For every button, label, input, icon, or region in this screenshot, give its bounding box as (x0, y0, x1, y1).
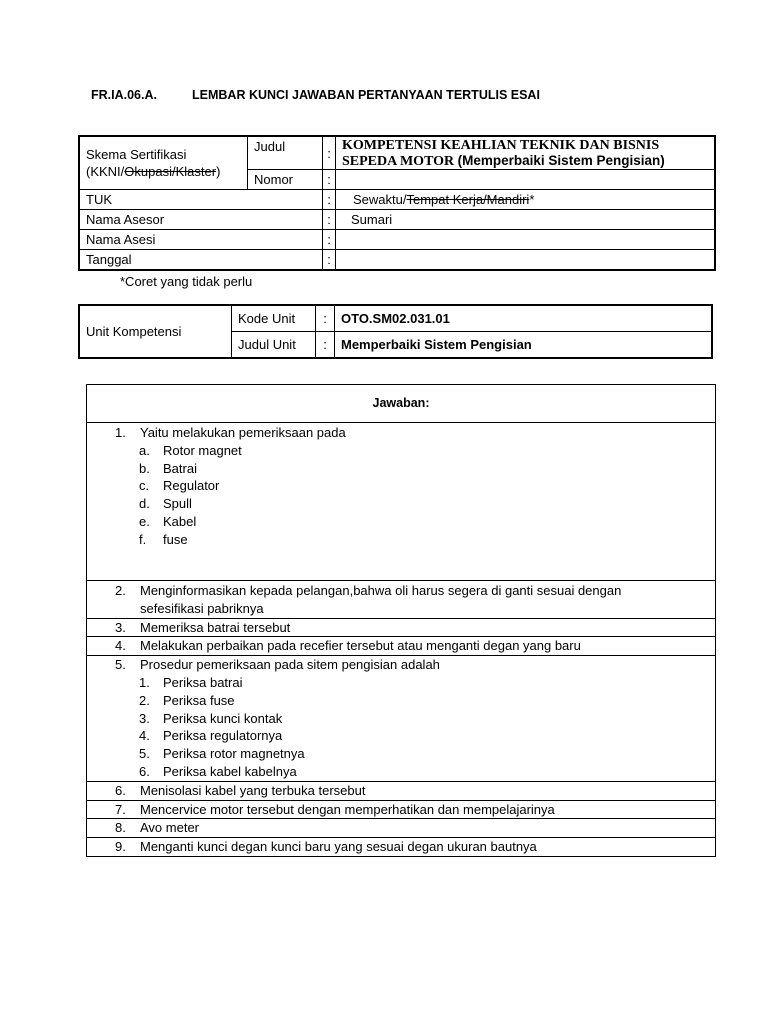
answer-9: 9. Menganti kunci degan kunci baru yang sesuai degan ukuran bautnya (87, 838, 716, 857)
nomor-value (336, 170, 716, 190)
list-item: f. fuse (139, 531, 188, 547)
answer-8: 8. Avo meter (87, 819, 716, 838)
colon: : (323, 250, 336, 271)
kode-label: Kode Unit (232, 305, 316, 332)
colon: : (323, 210, 336, 230)
tuk-label: TUK (79, 190, 323, 210)
list-item: 5. Periksa rotor magnetnya (139, 746, 305, 762)
asesi-label: Nama Asesi (79, 230, 323, 250)
list-item: a. Rotor magnet (139, 442, 242, 458)
answer-6: 6. Menisolasi kabel yang terbuka tersebut (87, 781, 716, 800)
colon: : (323, 190, 336, 210)
nomor-label: Nomor (248, 170, 323, 190)
asesi-value (336, 230, 716, 250)
list-item: 3. Periksa kunci kontak (139, 710, 283, 726)
answer-2 (87, 581, 716, 619)
answer-3: 3. Memeriksa batrai tersebut (87, 618, 716, 637)
judul-unit-value: Memperbaiki Sistem Pengisian (335, 332, 713, 359)
form-title: LEMBAR KUNCI JAWABAN PERTANYAAN TERTULIS ESAI (192, 88, 540, 102)
list-item: c. Regulator (139, 478, 220, 494)
colon: : (323, 170, 336, 190)
skema-struck: Okupasi/Klaster (124, 164, 217, 179)
colon: : (316, 305, 335, 332)
tuk-value: Sewaktu/Tempat Kerja/Mandiri* (336, 190, 716, 210)
unit-table (78, 304, 713, 359)
answers-table (86, 384, 716, 857)
list-item: d. Spull (139, 496, 192, 512)
judul-value: KOMPETENSI KEAHLIAN TEKNIK DAN BISNIS SEPEDA MOTOR (Memperbaiki Sistem Pengisian) (336, 136, 716, 170)
list-item: 2. Menginformasikan kepada pelangan,bahwa oli harus segera di ganti sesuai dengan sefesifikasi pabriknya (115, 583, 622, 616)
list-item: b. Batrai (139, 460, 197, 476)
answers-heading: Jawaban: (87, 385, 716, 423)
list-item: 1. Yaitu melakukan pemeriksaan pada (115, 425, 346, 440)
list-item: 4. Periksa regulatornya (139, 728, 283, 744)
skema-cell: Skema Sertifikasi (KKNI/Okupasi/Klaster) (79, 136, 248, 190)
strike-note: *Coret yang tidak perlu (120, 274, 253, 289)
answer-1 (87, 423, 716, 581)
answer-4: 4. Melakukan perbaikan pada recefier tersebut atau menganti degan yang baru (87, 637, 716, 656)
kode-value: OTO.SM02.031.01 (335, 305, 713, 332)
colon: : (316, 332, 335, 359)
list-item: 6. Periksa kabel kabelnya (139, 763, 297, 779)
list-item: 2. Periksa fuse (139, 692, 235, 708)
form-code: FR.IA.06.A. (91, 88, 157, 102)
judul-unit-label: Judul Unit (232, 332, 316, 359)
judul-label: Judul (248, 136, 323, 170)
list-item: 5. Prosedur pemeriksaan pada sitem pengisian adalah (115, 657, 440, 673)
list-item: e. Kabel (139, 513, 197, 529)
colon: : (323, 136, 336, 170)
info-table (78, 135, 716, 271)
skema-label: Skema Sertifikasi (86, 147, 187, 162)
asesor-value: Sumari (336, 210, 716, 230)
answer-7: 7. Mencervice motor tersebut dengan memperhatikan dan mempelajarinya (87, 800, 716, 819)
document-header (91, 88, 540, 102)
answer-5 (87, 656, 716, 782)
tanggal-value (336, 250, 716, 271)
unit-label: Unit Kompetensi (79, 305, 232, 358)
list-item: 1. Periksa batrai (139, 674, 243, 690)
asesor-label: Nama Asesor (79, 210, 323, 230)
colon: : (323, 230, 336, 250)
tanggal-label: Tanggal (79, 250, 323, 271)
